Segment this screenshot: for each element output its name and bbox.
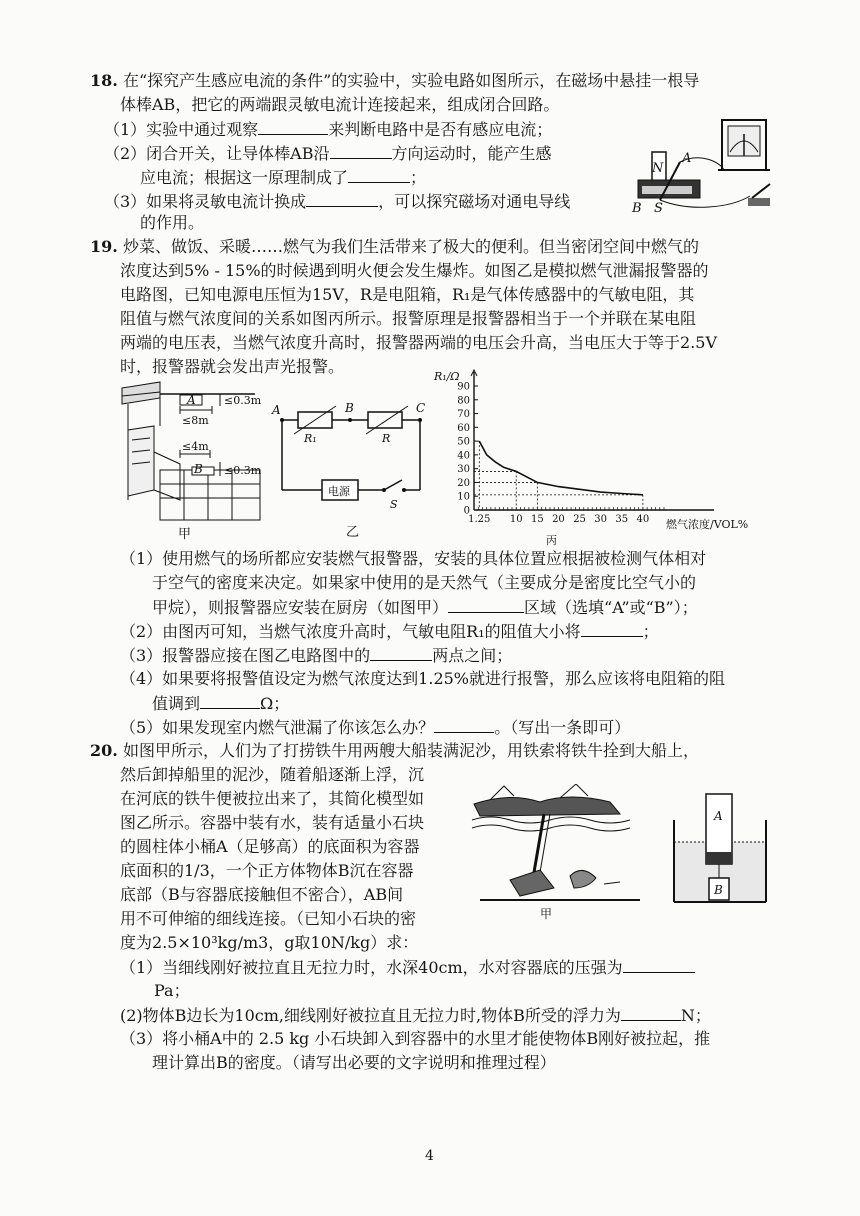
- q20-stem-line4: 图乙所示。容器中装有水，装有适量小石块: [120, 813, 425, 832]
- caption-jia: 甲: [540, 907, 553, 921]
- q19-stem-line6: 时，报警器就会发出声光报警。: [120, 357, 345, 376]
- q20-stem-line2: 然后卸掉船里的泥沙，随着船逐渐上浮，沉: [120, 765, 425, 784]
- q19-part4-line2: 值调到 Ω；: [152, 694, 290, 713]
- q20-figure-jia: [470, 784, 650, 922]
- q19-number: 19.: [90, 237, 118, 256]
- galvanometer: [718, 120, 770, 170]
- chart-y-tick-label: 20: [457, 477, 470, 489]
- q20-part3-line1: （3）将小桶A中的 2.5 kg 小石块卸入到容器中的水里才能使物体B刚好被拉起，推: [120, 1029, 711, 1048]
- q19-part1-line1: （1）使用燃气的场所都应安装燃气报警器，安装的具体位置应根据被检测气体相对: [120, 549, 707, 568]
- switch-s: [384, 480, 402, 490]
- q20-stem-line3: 在河底的铁牛便被拉出来了，其简化模型如: [120, 789, 425, 808]
- q19-blank5[interactable]: [434, 716, 494, 733]
- q19-blank1[interactable]: [448, 596, 524, 613]
- boats-drawing: [472, 784, 640, 900]
- chart-x-tick-label: 30: [594, 514, 608, 525]
- q20-blank2[interactable]: [621, 1004, 681, 1021]
- dim-top: ≤0.3m: [224, 394, 262, 407]
- chart-series-line: [479, 441, 643, 495]
- q20-stem-line8: 用不可伸缩的细线连接。（已知小石块的密: [120, 909, 417, 928]
- chart-y-tick-label: 60: [457, 422, 470, 434]
- q19-stem-line4: 阻值与燃气浓度间的关系如图丙所示。报警原理是报警器相当于一个并联在某电阻: [120, 309, 697, 328]
- chart-x-tick-label: 1.25: [468, 514, 491, 525]
- chart-x-tick-label: 15: [530, 514, 544, 525]
- q19-figure-yi: [270, 396, 438, 540]
- q18-part3: （3）如果将灵敏电流计换成 ，可以探究磁场对通电导线: [104, 192, 571, 211]
- chart-x-tick-label: 20: [552, 514, 565, 525]
- chart-ylabel: R₁/Ω: [434, 370, 460, 383]
- q19-figure-bing-chart: [430, 368, 770, 546]
- dim-8m: ≤8m: [182, 414, 209, 427]
- switch: [748, 184, 770, 206]
- chart-guides: [474, 441, 643, 510]
- chart-x-tick-label: 35: [615, 514, 629, 525]
- chart-axes: [471, 370, 714, 510]
- chart-y-tick-label: 70: [457, 409, 470, 421]
- chart-xlabel: 燃气浓度/VOL%: [666, 518, 749, 531]
- chart-x-tick-label: 40: [636, 514, 650, 525]
- q20-part2: (2)物体B边长为10cm,细线刚好被拉直且无拉力时,物体B所受的浮力为 N；: [120, 1006, 711, 1025]
- label-a: A: [682, 151, 692, 166]
- chart-x-tick-label: 10: [509, 514, 523, 525]
- resistance-box-r: [368, 412, 402, 428]
- label-r1: R₁: [304, 432, 317, 445]
- chart-y-tick-label: 0: [463, 505, 470, 517]
- label-r: R: [382, 432, 391, 445]
- label-b: B: [632, 201, 642, 216]
- stones: [706, 852, 732, 864]
- q18-figure: [620, 112, 780, 218]
- q20-part3-line2: 理计算出B的密度。（请写出必要的文字说明和推理过程）: [152, 1053, 556, 1072]
- q20-stem-line7: 底部（B与容器底接触但不密合），AB间: [120, 885, 404, 904]
- q18-stem-line1: 18. 在“探究产生感应电流的条件”的实验中，实验电路如图所示，在磁场中悬挂一根导: [90, 71, 700, 90]
- q20-figure-yi: [668, 790, 772, 908]
- caption-bing: 丙: [546, 534, 557, 546]
- chart-y-tick-label: 40: [457, 450, 470, 462]
- q20-stem-line1: 20. 如图甲所示，人们为了打捞铁牛用两艘大船装满泥沙，用铁索将铁牛拴到大船上，: [90, 741, 699, 760]
- label-n: N: [652, 161, 664, 176]
- q19-part1-line2: 于空气的密度来决定。如果家中使用的是天然气（主要成分是密度比空气小的: [152, 573, 697, 592]
- q19-stem-line5: 两端的电压表，当燃气浓度升高时，报警器两端的电压会升高，当电压大于等于2.5V: [120, 333, 718, 352]
- label-b: B: [714, 883, 723, 897]
- caption-yi: 乙: [346, 525, 360, 540]
- q18-blank3[interactable]: [348, 166, 410, 183]
- q19-part5: （5）如果发现室内燃气泄漏了你该怎么办？ 。（写出一条即可）: [120, 718, 631, 737]
- q18-part1: （1）实验中通过观察 来判断电路中是否有感应电流；: [104, 120, 553, 139]
- chart-y-tick-label: 30: [457, 464, 470, 476]
- q19-part4-line1: （4）如果要将报警值设定为燃气浓度达到1.25%就进行报警，那么应该将电阻箱的阻: [120, 669, 726, 688]
- label-power: 电源: [328, 485, 350, 498]
- caption-jia: 甲: [178, 527, 192, 540]
- node-a: A: [272, 403, 281, 417]
- q19-stem-line1: 19. 炒菜、做饭、采暖……燃气为我们生活带来了极大的便利。但当密闭空间中燃气的: [90, 237, 699, 256]
- q20-stem-line6: 底面积的1/3，一个正方体物体B沉在容器: [120, 861, 414, 880]
- label-s: S: [390, 498, 398, 511]
- node-b: B: [345, 401, 354, 415]
- chart-y-tick-label: 80: [457, 395, 470, 407]
- q19-blank4[interactable]: [200, 692, 260, 709]
- q19-part3: （3）报警器应接在图乙电路图中的 两点之间；: [120, 646, 513, 665]
- dim-4m: ≤4m: [182, 440, 209, 453]
- q20-stem-line5: 的圆柱体小桶A（足够高）的底面积为容器: [120, 837, 420, 856]
- q20-part1-unit: Pa；: [154, 981, 190, 1000]
- circuit: [280, 406, 422, 500]
- q18-part2-cont: 应电流；根据这一原理制成了 ；: [140, 168, 427, 187]
- chart-x-tick-label: 25: [573, 514, 586, 525]
- chart-y-tick-label: 50: [457, 436, 470, 448]
- q19-figure-jia: [120, 380, 270, 540]
- q18-part3-cont: 的作用。: [140, 213, 205, 232]
- q20-number: 20.: [90, 741, 118, 760]
- q18-blank2[interactable]: [330, 142, 392, 159]
- q18-stem-line2: 体棒AB，把它的两端跟灵敏电流计连接起来，组成闭合回路。: [120, 95, 560, 114]
- q19-stem-line3: 电路图，已知电源电压恒为15V，R是电阻箱，R₁是气体传感器中的气敏电阻，其: [120, 285, 695, 304]
- label-a: A: [187, 393, 196, 407]
- q18-part2: （2）闭合开关，让导体棒AB沿 方向运动时，能产生感: [104, 144, 552, 163]
- q18-number: 18.: [90, 71, 118, 90]
- label-s: S: [654, 201, 663, 216]
- q18-blank4[interactable]: [306, 190, 378, 207]
- dim-bottom: ≤0.3m: [224, 464, 262, 477]
- q20-blank1[interactable]: [623, 956, 695, 973]
- q19-part1-line3: 甲烷），则报警器应安装在厨房（如图甲） 区域（选填“A”或“B”）；: [152, 598, 698, 617]
- q18-blank1[interactable]: [258, 118, 328, 135]
- q19-blank3[interactable]: [370, 644, 432, 661]
- chart-y-tick-label: 90: [457, 381, 470, 393]
- q20-stem-line9: 度为2.5×10³kg/m3，g取10N/kg）求：: [120, 933, 419, 952]
- page-number: 4: [425, 1148, 434, 1164]
- q19-stem-line2: 浓度达到5% - 15%的时候遇到明火便会发生爆炸。如图乙是模拟燃气泄漏报警器的: [120, 261, 709, 280]
- label-b: B: [194, 462, 203, 476]
- q20-part1: （1）当细线刚好被拉直且无拉力时，水深40cm，水对容器底的压强为: [120, 956, 695, 979]
- q19-part2: （2）由图丙可知，当燃气浓度升高时，气敏电阻R₁的阻值大小将 ；: [120, 622, 659, 641]
- q19-blank2[interactable]: [581, 620, 643, 637]
- chart-y-tick-label: 10: [457, 491, 470, 503]
- node-c: C: [416, 401, 426, 415]
- label-a: A: [714, 809, 723, 823]
